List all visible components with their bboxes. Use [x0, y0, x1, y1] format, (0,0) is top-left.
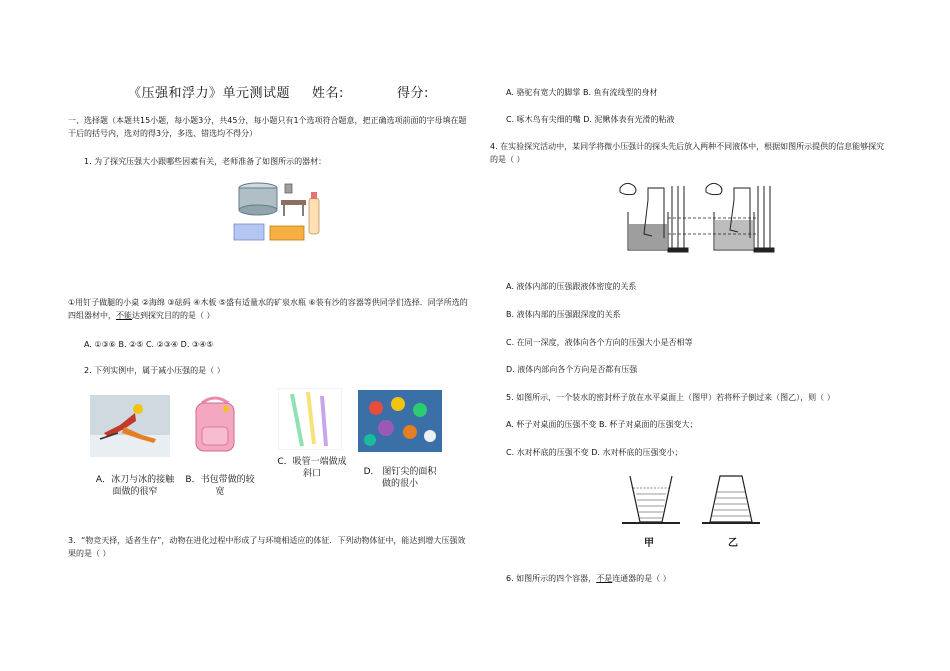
q1-materials-emphasis: 不能 — [116, 311, 132, 320]
q1-materials-text — [68, 296, 468, 322]
q1-materials-image — [230, 180, 330, 252]
q5-stem: 5. 如图所示，一个装水的密封杯子放在水平桌面上（图甲）若将杯子倒过来（图乙），则（ ） — [506, 393, 835, 402]
q4-option-b: B. 液体内部的压强跟深度的关系 — [506, 310, 621, 319]
q1-materials-tail: 达到探究目的的是（ ） — [132, 311, 215, 320]
exam-title: 《压强和浮力》单元测试题 — [128, 86, 291, 101]
q1-options: A. ①③⑥ B. ②⑤ C. ②③④ D. ③④⑤ — [84, 340, 214, 349]
q5-label-yi: 乙 — [728, 538, 738, 549]
q4-stem: 4. 在实验探究活动中，某同学将微小压强计的探头先后放入两种不同液体中，根据如图所示提供的信息能够探究的是（ ） — [490, 142, 885, 164]
q3-option-cd: C. 啄木鸟有尖细的嘴 D. 泥鳅体表有光滑的粘液 — [506, 115, 675, 124]
q2-image-schoolbag — [188, 393, 243, 463]
q2-caption-d: D． 图钉尖的面积做的很小 — [363, 467, 437, 489]
q6-stem-pre: 6. 如图所示的四个容器， — [506, 574, 597, 583]
q2-image-straws — [278, 388, 342, 450]
q2-image-skater — [90, 395, 170, 457]
q6-stem-emphasis: 不是 — [596, 574, 613, 583]
q3-option-ab: A. 骆驼有宽大的脚掌 B. 鱼有流线型的身材 — [506, 88, 658, 97]
q2-caption-b: B．书包带做的较宽 — [185, 475, 255, 497]
q4-pressure-gauge-figure — [612, 178, 782, 258]
q5-option-cd: C. 水对杯底的压强不变 D. 水对杯底的压强变小； — [506, 448, 683, 457]
q5-label-jia: 甲 — [644, 538, 654, 549]
q6-stem-post: 连通器的是（ ） — [612, 574, 671, 583]
q2-caption-c: C．吸管一端做成斜口 — [277, 457, 347, 479]
q4-option-d: D. 液体内部向各个方向是否都有压强 — [506, 365, 638, 374]
q4-option-c: C. 在同一深度，液体向各个方向的压强大小是否相等 — [506, 338, 693, 347]
q1-materials: ①用钉子做腿的小桌 ②海绵 ③砝码 ④木板 ⑤盛有适量水的矿泉水瓶 ⑥装有沙的容器等供同学们选择．同学所选的四组器材中， — [68, 298, 468, 320]
q2-stem: 2. 下列实例中，属于减小压强的是（ ） — [84, 366, 225, 375]
q1-stem: 1. 为了探究压强大小跟哪些因素有关，老师准备了如图所示的器材： — [84, 157, 327, 166]
q2-caption-a: A．冰刀与冰的接触面做的很窄 — [95, 475, 175, 497]
name-label: 姓名: — [312, 86, 344, 101]
q4-option-a: A. 液体内部的压强跟液体密度的关系 — [506, 282, 637, 291]
q5-cups-figure — [620, 470, 770, 532]
q6-stem — [506, 572, 671, 585]
q3-stem: 3．“物竞天择，适者生存”，动物在进化过程中形成了与环境相适应的体征．下列动物体征中，能达到增大压强效果的是（ ） — [68, 536, 466, 558]
q5-option-ab: A. 杯子对桌面的压强不变 B. 杯子对桌面的压强变大； — [506, 420, 698, 429]
score-label: 得分: — [397, 86, 429, 101]
q2-image-thumbtacks — [358, 390, 442, 452]
section-instructions: 一、选择题（本题共15小题，每小题3分，共45分，每小题只有1个选项符合题意，把正确选项前面的字母填在题干后的括号内，选对的得3分，多选、错选均不得分） — [68, 116, 467, 138]
